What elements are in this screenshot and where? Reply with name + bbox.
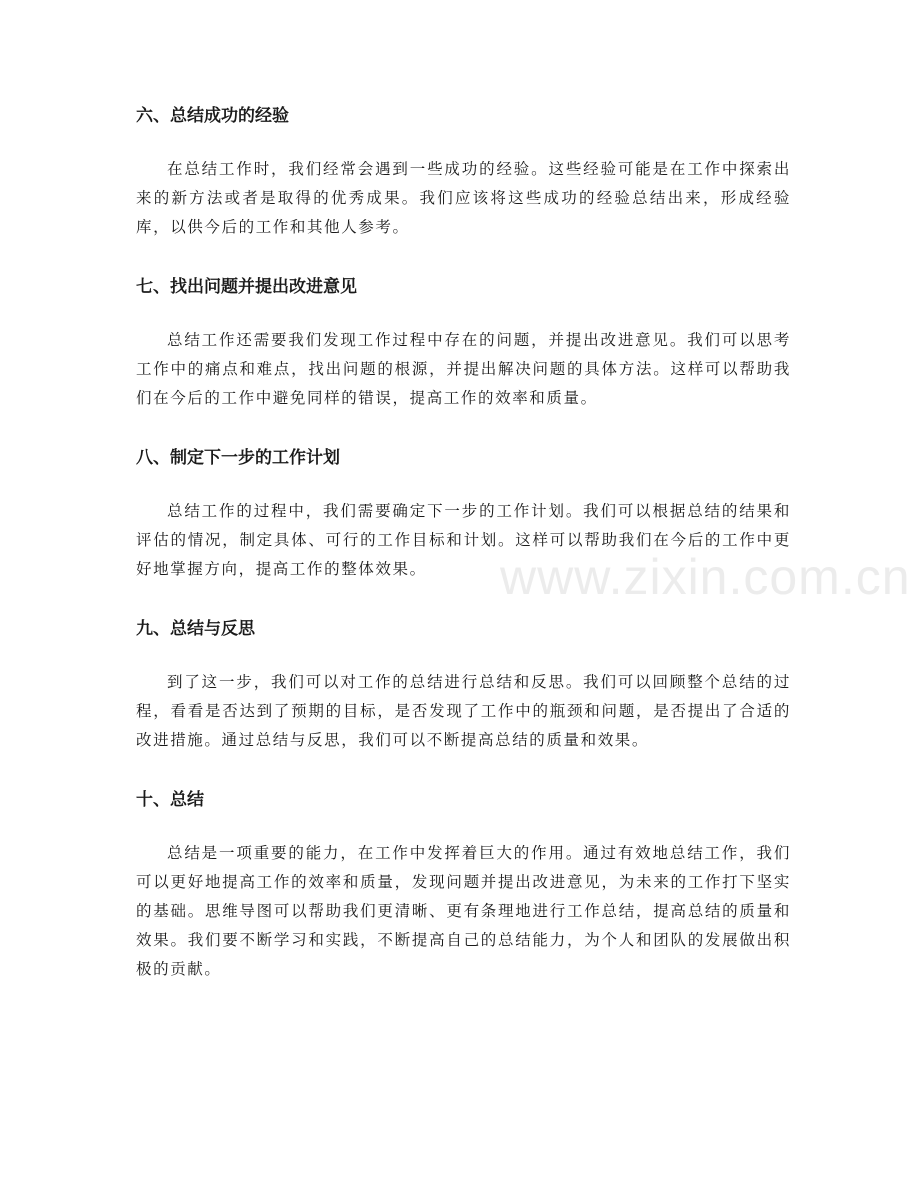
section-paragraph: 总结工作还需要我们发现工作过程中存在的问题，并提出改进意见。我们可以思考工作中的痛点和难点，找出问题的根源，并提出解决问题的具体方法。这样可以帮助我们在今后的工作中避免同样的错误，提高工作的效率和质量。 bbox=[136, 331, 791, 407]
section-paragraph: 到了这一步，我们可以对工作的总结进行总结和反思。我们可以回顾整个总结的过程，看看是否达到了预期的目标，是否发现了工作中的瓶颈和问题，是否提出了合适的改进措施。通过总结与反思，我们可以不断提高总结的质量和效果。 bbox=[136, 673, 791, 749]
section-paragraph: 在总结工作时，我们经常会遇到一些成功的经验。这些经验可能是在工作中探索出来的新方法或者是取得的优秀成果。我们应该将这些成功的经验总结出来，形成经验库，以供今后的工作和其他人参考。 bbox=[136, 160, 791, 236]
section-paragraph: 总结工作的过程中，我们需要确定下一步的工作计划。我们可以根据总结的结果和评估的情况，制定具体、可行的工作目标和计划。这样可以帮助我们在今后的工作中更好地掌握方向，提高工作的整体效果。 bbox=[136, 502, 791, 578]
section-heading: 八、制定下一步的工作计划 bbox=[136, 448, 340, 468]
section-8 bbox=[136, 446, 791, 584]
document-body bbox=[136, 104, 791, 1017]
section-10 bbox=[136, 788, 791, 984]
section-6 bbox=[136, 104, 791, 242]
section-paragraph: 总结是一项重要的能力，在工作中发挥着巨大的作用。通过有效地总结工作，我们可以更好地提高工作的效率和质量，发现问题并提出改进意见，为未来的工作打下坚实的基础。思维导图可以帮助我们更清晰、更有条理地进行工作总结，提高总结的质量和效果。我们要不断学习和实践，不断提高自己的总结能力，为个人和团队的发展做出积极的贡献。 bbox=[136, 844, 791, 978]
section-heading: 六、总结成功的经验 bbox=[136, 106, 289, 126]
section-7 bbox=[136, 275, 791, 413]
section-heading: 十、总结 bbox=[136, 790, 204, 810]
section-heading: 七、找出问题并提出改进意见 bbox=[136, 277, 357, 297]
watermark: www.zixin.com.cn bbox=[500, 549, 911, 605]
section-9 bbox=[136, 617, 791, 755]
section-heading: 九、总结与反思 bbox=[136, 619, 255, 639]
